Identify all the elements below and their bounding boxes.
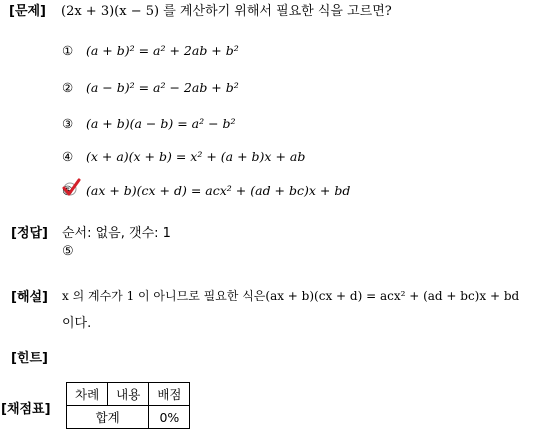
scoring-label: [채점표] [1,402,51,417]
option-text: (a + b)(a − b) = a² − b² [85,116,236,131]
option-number: ③ [62,116,74,131]
score-table [66,382,190,429]
explanation-text-line1: x 의 계수가 1 이 아니므로 필요한 식은(ax + b)(cx + d) = acx² + (ad + bc)x + bd [62,289,520,303]
option-text: (a − b)² = a² − 2ab + b² [85,80,239,95]
explanation-text-line2: 이다. [62,316,92,331]
score-total-row [67,406,190,429]
option-number: ⑤ [62,183,74,198]
option-1[interactable] [62,43,239,58]
score-header-points: 배점 [149,383,190,406]
option-number: ① [62,43,74,58]
problem-label: [문제] [9,4,46,19]
explanation-label: [해설] [11,290,48,305]
option-4[interactable] [62,149,305,164]
option-5[interactable] [62,183,350,198]
answer-label: [정답] [11,226,48,241]
score-total-value: 0% [149,406,190,429]
score-header-row [67,383,190,406]
checkmark-icon [61,178,81,198]
option-number: ② [62,80,74,95]
question-text: (2x + 3)(x − 5) 를 계산하기 위해서 필요한 식을 고르면? [61,4,392,19]
option-text: (a + b)² = a² + 2ab + b² [85,43,239,58]
answer-order-count: 순서: 없음, 갯수: 1 [62,226,171,241]
option-3[interactable] [62,116,236,131]
score-total-label: 합계 [67,406,149,429]
score-header-order: 차례 [67,383,108,406]
option-text: (x + a)(x + b) = x² + (a + b)x + ab [85,149,306,164]
option-text: (ax + b)(cx + d) = acx² + (ad + bc)x + bd [85,183,351,198]
score-header-content: 내용 [108,383,149,406]
option-2[interactable] [62,80,239,95]
option-number: ④ [62,149,74,164]
answer-choice: ⑤ [62,244,74,259]
hint-label: [힌트] [11,351,48,366]
